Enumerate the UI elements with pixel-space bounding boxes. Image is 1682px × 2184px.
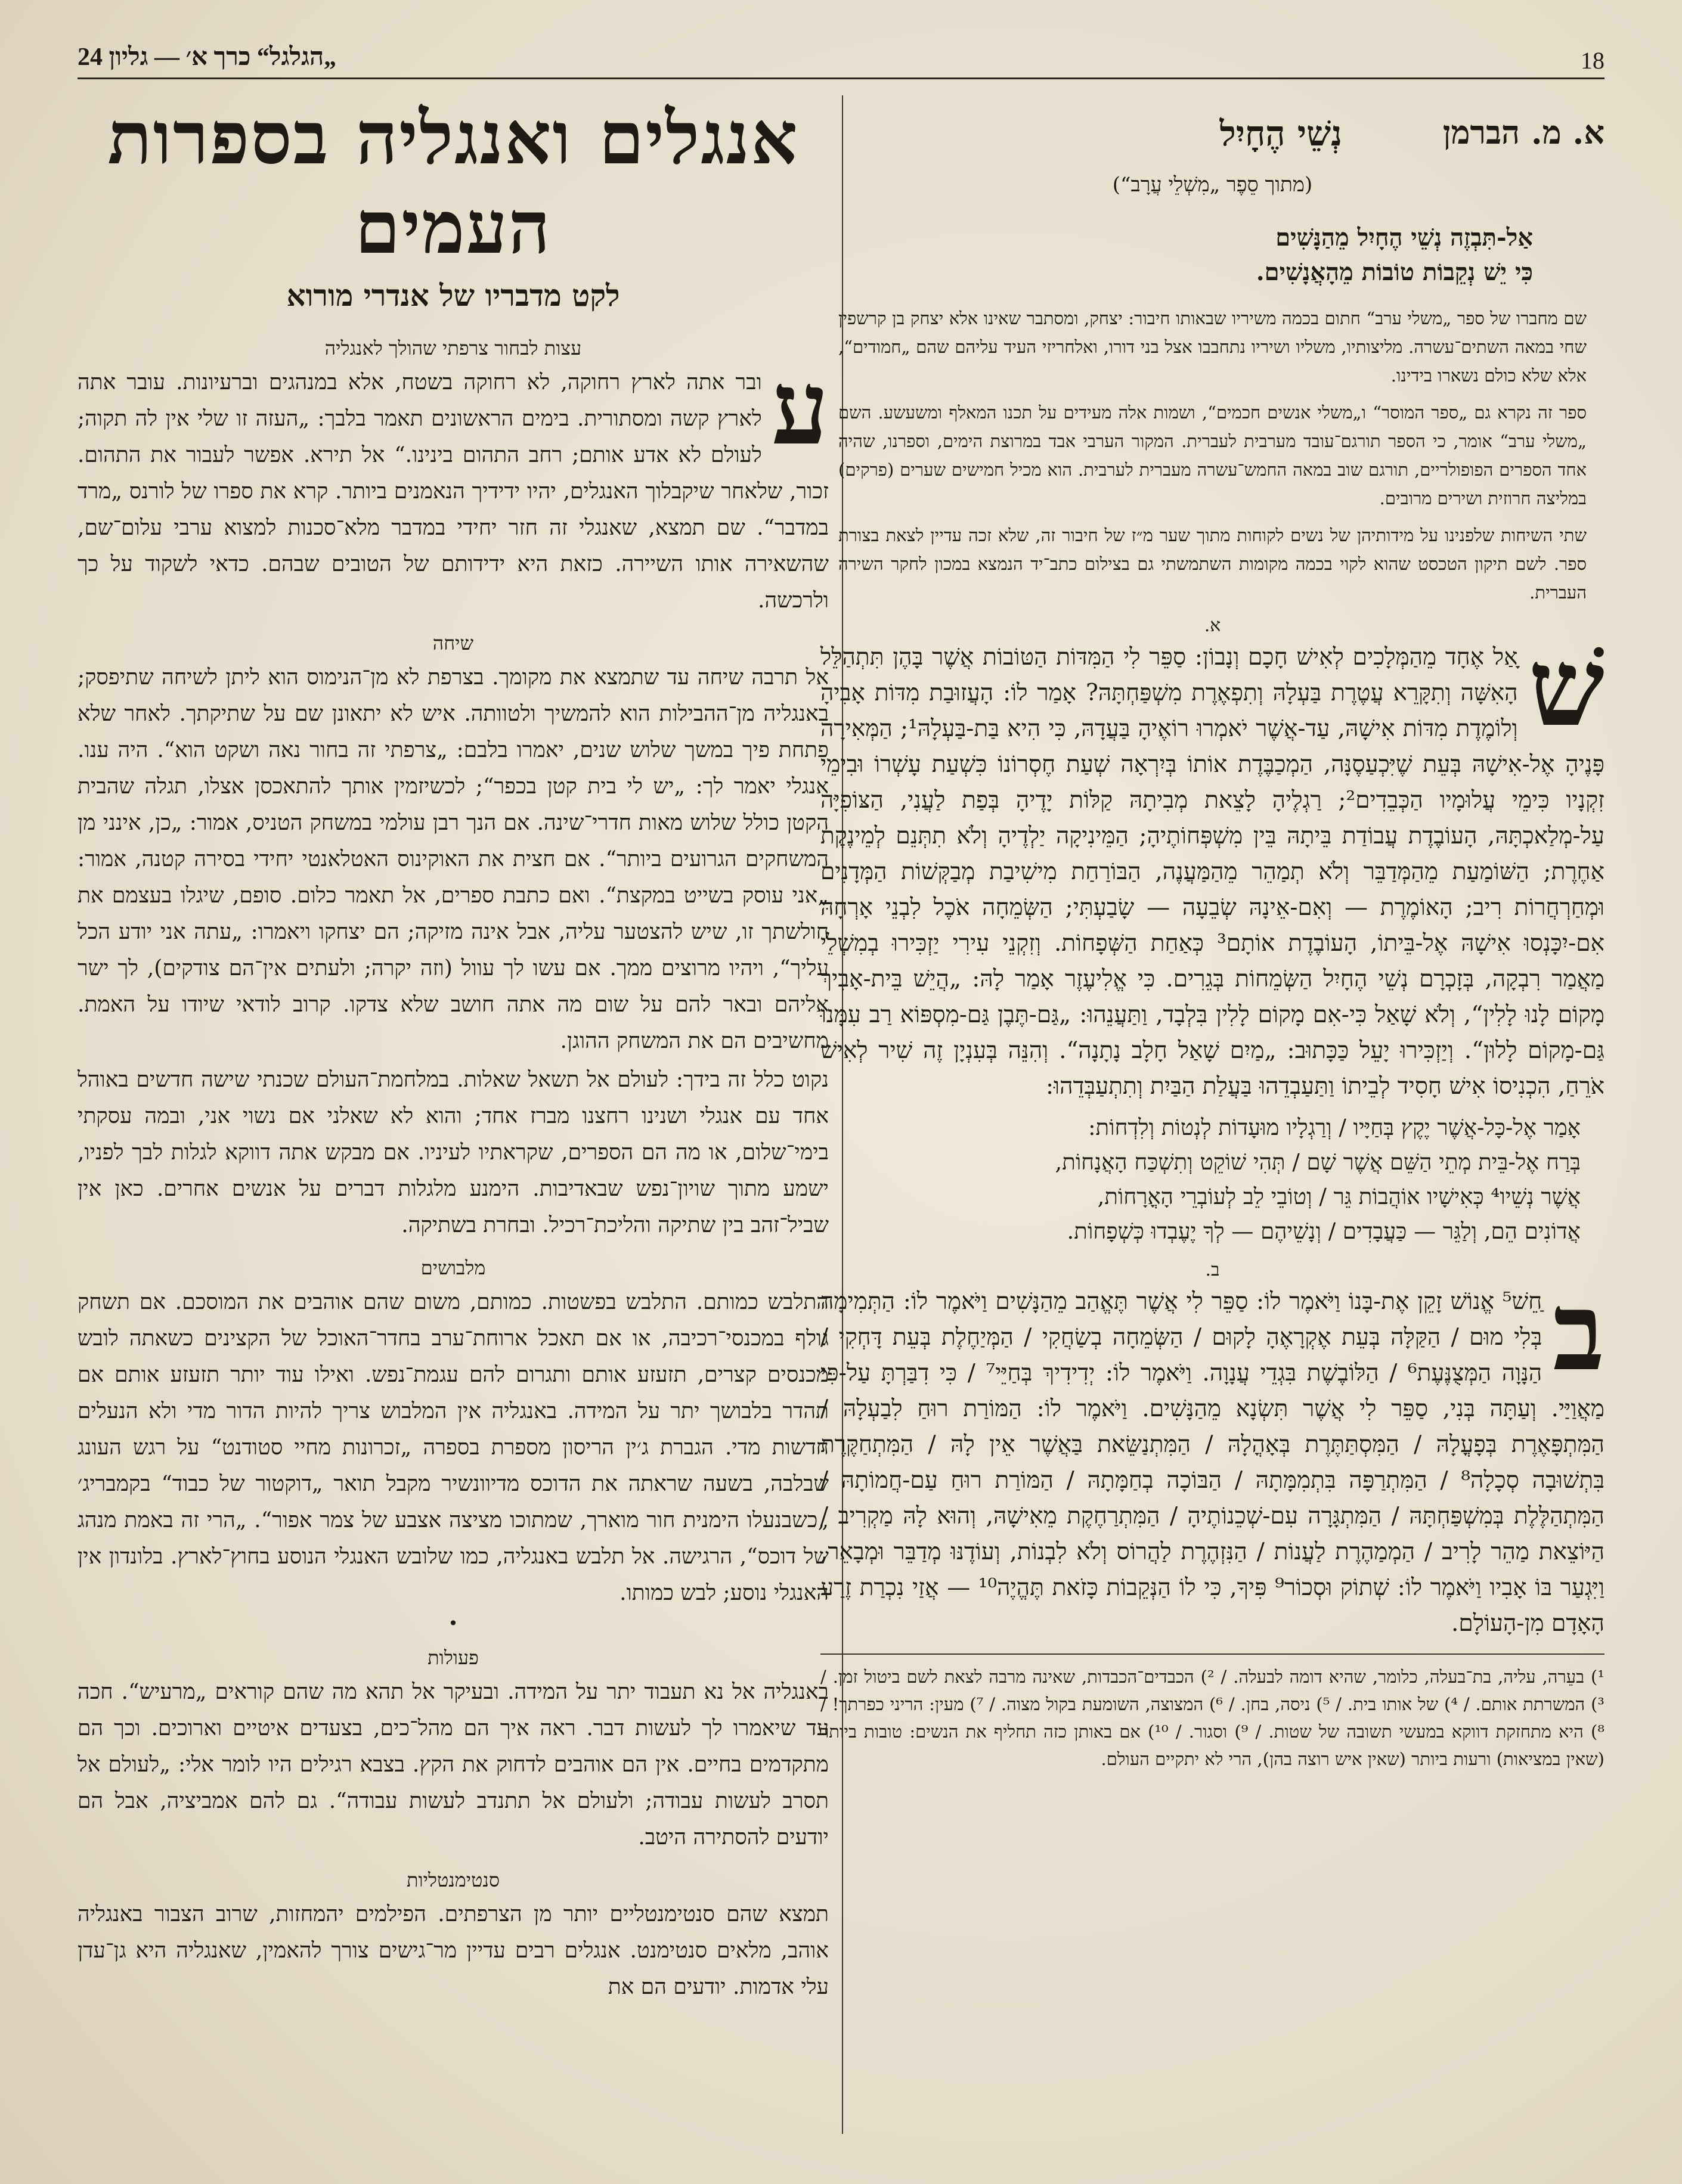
page-header [78, 36, 1604, 79]
article-subtitle: לקט מדבריו של אנדרי מורוא [286, 278, 620, 313]
intro-paragraph: שם מחברו של ספר „משלי ערב“ חתום בכמה משיריו שבאותו חיבור: יצחק, ומסתבר שאינו אלא יצחק בן קרשפין שחי במאה השתים־עשרה. מליצותיו, משליו ושיריו נתחבבו אצל בני דורו, ואלחריזי העיד עליהם שהם „חמודים“, אלא שלא כולם נשארו בידינו. [838, 308, 1587, 386]
epigraph-line: כִּי יֵשׁ נְקֵבוֹת טוֹבוֹת מֵהָאֲנָשִׁים. [1256, 258, 1533, 286]
section-heading: סנטימנטליות [406, 1869, 500, 1891]
verse-line: בְּרַח אֶל-בֵּית מְתֵי הַשֵּׁם אֲשֶׁר שָׁם / תְּהִי שׁוֹקֵט וְתִשְׁכַּח הָאֲנָחוֹת, [1055, 1149, 1581, 1175]
section-b-text [820, 1269, 1605, 1642]
article-title: נְשֵׁי הֶחָיִל [1219, 113, 1342, 154]
section-a-body: ָאַל אֶחָד מֵהַמְּלָכִים לְאִישׁ חָכָם וְנָבוֹן: סַפֵּר לִי הַמִּדּוֹת הַטּוֹבוֹת אֲשֶׁר בָּהֶן תִּתְהַלֵּל הָאִשָּׁה וְתִקָּרֵא עֲטֶרֶת בַּעְלָהּ וְתִפְאֶרֶת מִשְׁפַּחְתָּהּ? אָמַר לוֹ: הָעֲזוּבַת מִדּוֹת אָבִיהָ וְלוֹמֶדֶת מִדּוֹת אִישָׁהּ, עַד-אֲשֶׁר יֹאמְרוּ רוֹאֶיהָ בַּעֲדָהּ, כִּי הִיא בַּת-בַּעְלָהּ¹; הַמְּאִירָה פָּנֶיהָ אֶל-אִישָׁהּ בְּעֵת שֶׁיִּכְעַסֶנָּה, הַמְכַבֶּדֶת אוֹתוֹ בְּיִרְאָה שְׁעַת חֶסְרוֹנוֹ כִּשְׁעַת עָשְׁרוֹ וּבִימֵי זִקְנָיו כִּימֵי עֲלוּמָיו הַכְּבֵדִים²; רַגְלֶיהָ לָצֵאת מְבִיתָהּ קַלּוֹת יָדֶיהָ בְּפַת לַעֲנִי, הַצּוֹפִיָּה עַל-מְלַאכְתָּהּ, הָעוֹבֶדֶת עֲבוֹדַת בֵּיתָהּ בֵּין מִשְׁפְּחוֹתֶיהָ; הַמֵּינִיקָה יַלְדֶיהָ וְלֹא תִתְּנֵם לְמֵינֶקֶת אַחֶרֶת; הַשּׁוֹמַעַת מֵהַמְּדַבֵּר וְלֹא תְמַהֵר מֵהַמַּעֲנֶה, הַבּוֹרַחַת מִישִׁיבַת מְבַקְּשׁוֹת הַמְּדָנִים וּמְחַרְחֲרוֹת רִיב; הָאוֹמֶרֶת — וְאִם-אֵינָהּ שְׂבֵעָה — שָׂבַעְתִּי; הַשְּׂמֵחָה אֹכֶל לִבְנֵי אָרְחָהּ אִם-יִכָּנְסוּ אִישָׁהּ אֶל-בֵּיתוֹ, הָעוֹבֶדֶת אוֹתָם³ כְּאַחַת הַשְּׁפָחוֹת. וְזִקְנֵי עִירִי יַזְכִּירוּ בְמִשְׁלֵי מַאֲמַר רִבְקָה, בְּזָכְרָם נְשֵׁי הֶחָיִל הַשְּׂמֵחוֹת בְּגֵרִים. כִּי אֱלִיעֶזֶר אָמַר לָהּ: „הֲיֵשׁ בֵּית-אָבִיךְ מָקוֹם לָנוּ לָלִין“, וְלֹא שָׁאַל כִּי-אִם מָקוֹם לָלִין בִּלְבָד, וַתַּעֲנֵהוּ: „גַּם-תֶּבֶן גַּם-מִסְפּוֹא רַב עִמָּנוּ גַּם-מָקוֹם לָלוּן“. וְיַזְכִּירוּ יָעֵל כַּכָּתוּב: „מַיִם שָׁאַל חָלָב נָתָנָה“. וְהִנֵּה בְּעִנְיָן זֶה שִׁיר לְאִישׁ אֹרֵחַ, הִכְנִיסוֹ אִישׁ חָסִיד לְבֵיתוֹ וַתַּעַבְדֵהוּ בַּעֲלַת הַבַּיִת וְתִתְעַבְּדֵהוּ: [820, 644, 1604, 1100]
verse-line: אֲדוֹנִים הֵם, וְלַגֵּר — כַּעֲבָדִים / וְנָשֵׁיהֶם — לְךָ יֶעֶבְדוּ כְּשְׁפָחוֹת. [1067, 1218, 1581, 1244]
verse-line: אֲשֶׁר נְשֵׁיו⁴ כְּאִישָׁיו אוֹהֲבוֹת גֵּר / וְטוֹבֵי לֵב לְעוֹבְרֵי הָאֳרָחוֹת, [1097, 1184, 1581, 1209]
page-number: 18 [1581, 47, 1604, 74]
section-paragraph [78, 349, 829, 619]
verse-block [826, 1110, 1581, 1249]
article-source: (מתוך סֵפֶר „מִשְׁלֵי עֲרָב“) [1112, 173, 1313, 197]
article-byline [820, 113, 1604, 167]
section-paragraph: אל תרבה שיחה עד שתמצא את מקומך. בצרפת לא מן־הנימוס הוא ליתן לשיחה שתיפסק; באנגליה מן־ההבילות הוא להמשיך ולטוותה. איש לא יתאונן שם על שתיקתך. לאחר שלא פתחת פיך במשך שלוש שנים, יאמרו בלבם: „צרפתי זה בחור נאה ושקט הוא“. היה ענו. אנגלי יאמר לך: „יש לי בית קטן בכפר“; לכשיזמין אותך להתאכסן אצלו, תגלה שהבית הקטן כולל שלוש מאות חדרי־שינה. אם הנך רבן עולמי במשחק הטניס, אמור: „כן, אינני מן המשחקים הגרועים ביותר“. אם חצית את האוקינוס האטלאנטי יחידי בסירה קטנה, אמור: „אני עוסק בשייט במקצת“. ואם כתבת ספרים, אל תאמר כלום. סופם, שיגלו בעצמם את חולשתך זו, שיש להצטער עליה, אבל אינה מזיקה; הם יצחקו ויאמרו: „עתה אני יודע הכל עליך“, ויהיו מרוצים ממך. אם עשו לך עוול (וזה יקרה; ולעתים אין־הם צודקים), לך ישר אליהם ובאר להם על שום מה אתה חושב שלא צדקו. קרוב לודאי שיודו על האמת. מחשיבים הם את המשחק ההוגן. [78, 665, 829, 1053]
verse-line: אָמַר אֶל-כָּל-אֲשֶׁר יֶקֶץ בְּחַיָּיו / וְרַגְלָיו מוּעָדוֹת לְנְטוֹת וְלִדְחוֹת: [1088, 1115, 1581, 1140]
section-a-text [820, 625, 1604, 1105]
section-paragraph: תמצא שהם סנטימנטליים יותר מן הצרפתים. הפילמים יהמחזות, שרוב הצבור באנגליה אוהב, מלאים סנטימנט. אנגלים רבים עדיין מר־גישים צורך להאמין, שאנגליה היא גן־עדן עלי אדמות. יודעים הם את [78, 1902, 829, 1999]
section-heading: פעולות [428, 1646, 479, 1669]
right-article [820, 89, 1604, 1773]
epigraph [820, 221, 1533, 290]
intro-paragraph: ספר זה נקרא גם „ספר המוסר“ ו„משלי אנשים חכמים“, ושמות אלה מעידים על תכנו המאלף ומשעשע. השם „משלי ערב“ אומר, כי הספר תורגם־עובד מערבית לעברית. המקור הערבי אבד במרוצת הימים, וספרנו, שהיה אחד הספרים הפופולריים, תורגם שוב במאה החמש־עשרה מעברית לערבית. הוא מכיל חמישים שערים (פרקים) במליצה חרוזית ושירים מרובים. [838, 402, 1587, 508]
section-marker: ב. [1205, 1259, 1220, 1280]
section-heading: מלבושים [420, 1257, 486, 1279]
article-title: אנגלים ואנגליה בספרות העמים [107, 95, 799, 270]
drop-cap: שׁ [1528, 625, 1604, 750]
intro-paragraph: שתי השיחות שלפנינו על מידותיהן של נשים לקוחות מתוך שער מ״ז של חיבור זה, שלא זכה עדיין לצאת בצורת ספר. לשם תיקון הטכסט שהוא לקוי בכמה מקומות השתמשתי גם בצילום כתב־יד הנמצא במכון לחקר השירה העברית. [838, 525, 1587, 603]
section-b-body: ַחֵשׁ⁵ אֱנוֹשׁ זָקֵן אֶת-בָּנוֹ וַיֹּאמֶר לוֹ: סַפֵּר לִי אֲשֶׁר תֶּאֱהַב מֵהַנָּשִׁים וַיֹּאמֶר לוֹ: הַתְּמִימָה בְּלִי מוּם / הַקַּלָּה בְּעֵת אֶקְרָאֶהָ לָקוּם / הַשְּׂמֵחָה בְשַׂחֲקִי / הַמְּיַחֶלֶת בְּעֵת דָּחְקִי / הַנָּוָה הַמְּצֻנֶּעֶת⁶ / הַלּוֹבֶשֶׁת בִּגְדֵי עֲנָוָה. וַיֹּאמֶר לוֹ: יְדִידִיךְ בְּחַיֵּי⁷ / כִּי דִבַּרְתָּ עַל-פִּי מַאֲוַיַּי. וְעַתָּה בְּנִי, סַפֵּר לִי אֲשֶׁר תִּשְׂנָא מֵהַנָּשִׁים. וַיֹּאמֶר לוֹ: הַמּוֹרַת רוּחַ לִבַעְלָהּ / הַמִּתְפָּאֶרֶת בְּפָעֳלָהּ / הַמִּסְתַּתֶּרֶת בְּאָהֳלָהּ / הַמִּתְנַשֵּׂאת בַּאֲשֶׁר אֵין לָהּ / הַמִּתְחַקֶּרֶת בִּתְשׁוּבָה סְכָלָה⁸ / הַמִּתְרַפָּה בִּתְמִמָּתָהּ / הַבּוֹכָה בְחַמָּתָהּ / הַמּוֹרַת רוּחַ עַם-חֲמוֹתָהּ / הַמִּתְהַלֶּלֶת בְּמִשְׁפַּחְתָּהּ / הַמִּתְגָּרָה עִם-שְׁכֵנוֹתֶיהָ / הַמִּתְרַחֶקֶת מֵאִישָׁהּ, וְהוּא לָהּ מַקְרִיב / הַיּוֹצֵאת מַהֵר לָרִיב / הַמְמַהֶרֶת לַעֲנוֹת / הַנִּזְהֶרֶת לַהֲרוֹס וְלֹא לִבְנוֹת, וְעוֹדֶנּוּ מְדַבֵּר וּמְבָאֵר, וַיִּגְעַר בּוֹ אָבִיו וַיֹּאמֶר לוֹ: שְׁתוֹק וּסְכוֹר⁹ פִּיךָ, כִּי לוֹ הַנְּקֵבוֹת כָּזֹאת תֶּהֱיֶה¹⁰ — אֲזַי נִכְרַת זֶרַע הָאָדָם מִן-הָעוֹלָם. [820, 1288, 1605, 1637]
drop-cap: ב [1553, 1269, 1604, 1395]
section-heading: עצות לבחור צרפתי שהולך לאנגליה [324, 337, 582, 359]
section-1-body: ובר אתה לארץ רחוקה, לא רחוקה בשטח, אלא במנהגים וברעיונות. עובר אתה לארץ קשה ומסתורית. בימים הראשונים תאמר בלבך: „העזה זו שלי אין לה תקוה; לעולם לא אדע אותם; רחב התהום בינינו.“ אל תירא. אפשר לעבור את התהום. זכור, שלאחר שיקבלוך האנגלים, יהיו ידידיך הנאמנים ביותר. קרא את ספרו של לורנס „מרד במדבר“. שם תמצא, שאנגלי זה חזר יחידי במדבר מלא־סכנות למצוא ערבי עלום־שם, שהשאירה אותו השיירה. כזאת היא ידידותם של הטובים שבהם. כדאי לשקוד על כך ולרכשה. [78, 370, 829, 613]
section-heading: שיחה [432, 632, 474, 654]
drop-cap: ע [771, 349, 829, 468]
publication-title: „הגלגל“ כרך א׳ — גליון 24 [78, 44, 337, 71]
epigraph-line: אַל-תִּבְזֶה נְשֵׁי הֶחָיִל מֵהַנָּשִׁים [1275, 224, 1533, 252]
section-paragraph: נקוט כלל זה בידך: לעולם אל תשאל שאלות. במלחמת־העולם שכנתי שישה חדשים באוהל אחד עם אנגלי ושנינו רחצנו מברז אחד; והוא לא שאלני אם נשוי אני, ובמה עסקתי בימי־שלום, או מה הם הספרים, שקראתיו לעיניו. אם מבקש אתה דווקא לגלות לבך לפניו, ישמע מתוך שויון־נפש שבאדיבות. הימנע מלגלות דברים על אנשים אחרים. כאן אין שביל־זהב בין שתיקה והליכת־רכיל. ובחרת בשתיקה. [78, 1068, 829, 1237]
left-article [78, 89, 829, 2008]
section-paragraph: באנגליה אל נא תעבוד יתר על המידה. ובעיקר אל תהא מה שהם קוראים „מרעיש“. חכה עד שיאמרו לך לעשות דבר. ראה איך הם מהל־כים, בצעדים איטיים וארוכים. וכך הם מתקדמים בחיים. אין הם אוהבים לדחוק את הקץ. בצבא רגילים היו לומר אלי: „לעולם אל תסרב לעשות עבודה; ולעולם אל תתנדב לעשות עבודה“. גם להם אמביציה, אבל הם יודעים להסתירה היטב. [78, 1680, 829, 1850]
section-paragraph: התלבש כמותם. התלבש בפשטות. כמותם, משום שהם אוהבים את המוסכם. אם תשחק גולף במכנסי־רכיבה, או אם תאכל ארוחת־ערב בחדר־האוכל של הקצינים כשאתה לובש מכנסים קצרים, תזעזע אותם ותגרום להם עגמת־נפש. ואילו עוד יותר תזעזע אותם אם תהדר בלבושך יתר על המידה. באנגליה אין המלבוש צריך להיות הדור מדי ולא הנעלים חדשות מדי. הגברת ג׳ין הריסון מספרת בספרה „זכרונות מחיי סטודנט“ על רגש העונג שבלבה, בשעה שראתה את הדוכס מדיוונשיר מקבל תואר „דוקטור של כבוד“ בקמבריג׳ „כשבנעלו הימנית חור מוארך, שמתוכו מציצה אצבע של צמר אפור“. „הרי זה באמת מנהג של דוכס“, הרגישה. אל תלבש באנגליה, כמו שלובש האנגלי הנוסע בחוץ־לארץ. בלונדון אין האנגלי נוסע; לבש כמותו. [78, 1290, 829, 1605]
section-marker: א. [1204, 615, 1221, 636]
ornament-dot: • [448, 1614, 459, 1633]
footnotes: ¹) בעֵרה, עליה, בת־בעלה, כלומר, שהיא דומה לבעלה. / ²) הכבדים־הכבדות, שאינה מרבה לצאת לשם ביטול זמן. / ³) המשרתת אותם. / ⁴) של אותו בית. / ⁵) ניסה, בחן. / ⁶) המצוצה, השומעת בקול מצוה. / ⁷) מעין: הריני כפרתך! / ⁸) היא מתחזקת דווקא במעשי תשובה של שטות. / ⁹) וסגור. / ¹⁰) אם באותן כזה תחליף את הנשים: טובות ביותר (שאין במציאות) ורעות ביותר (שאין איש רוצה בהן), הרי לא יתקיים העולם. [820, 1653, 1604, 1773]
author-name: א. מ. הברמן [1442, 113, 1604, 151]
